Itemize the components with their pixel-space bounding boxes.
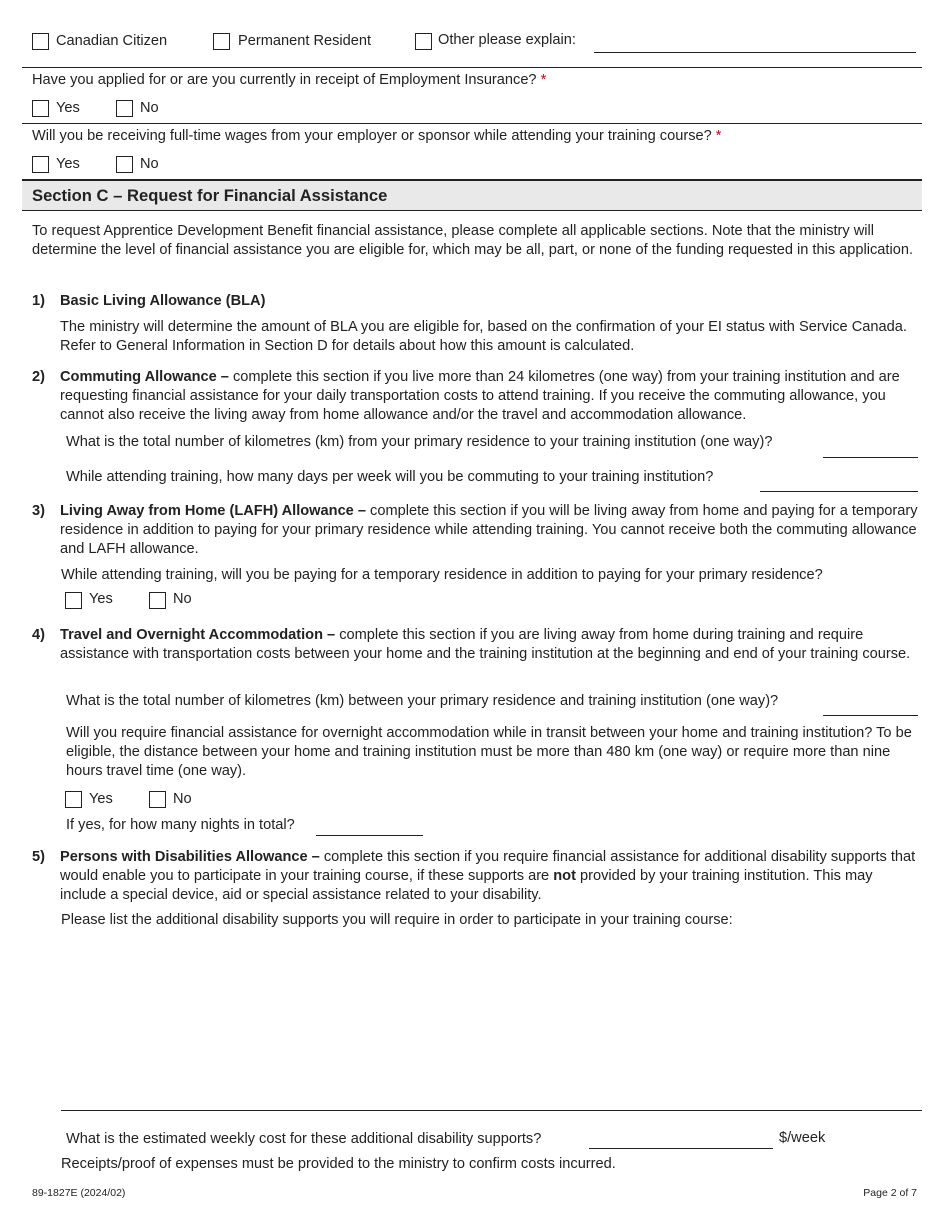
accommodation-no-checkbox[interactable] xyxy=(149,791,166,808)
section-title: Section C – Request for Financial Assistance xyxy=(32,186,388,205)
ei-yes-checkbox[interactable] xyxy=(32,100,49,117)
item-number: 3) xyxy=(32,503,45,519)
lafh-no-checkbox[interactable] xyxy=(149,592,166,609)
accommodation-yes-label: Yes xyxy=(89,791,113,807)
travel-description: Travel and Overnight Accommodation – complete this section if you are living away from home during training and require assistance with transportation costs between your home and the training institution at the beginning and end of your training course. xyxy=(60,627,911,662)
wages-no-checkbox[interactable] xyxy=(116,156,133,173)
other-explain-field[interactable] xyxy=(594,52,916,53)
ei-yes-label: Yes xyxy=(56,100,80,116)
wages-no-label: No xyxy=(140,156,159,172)
travel-km-field[interactable] xyxy=(823,715,918,716)
accommodation-no-label: No xyxy=(173,791,192,807)
section-intro: To request Apprentice Development Benefit financial assistance, please complete all applicable sections. Note that the ministry will determine the level of financial assistance you are eligible for, which may be all, part, or none of the funding requested in this application. xyxy=(32,223,914,258)
accommodation-question: Will you require financial assistance for overnight accommodation while in transit between your home and training institution? To be eligible, the distance between your home and training institution must be more than 480 km (one way) or require more than nine hours travel time (one way). xyxy=(66,725,912,779)
page-number: Page 2 of 7 xyxy=(863,1187,917,1199)
form-id: 89-1827E (2024/02) xyxy=(32,1187,126,1199)
divider xyxy=(22,67,922,68)
lafh-yes-checkbox[interactable] xyxy=(65,592,82,609)
commuting-days-question: While attending training, how many days per week will you be commuting to your training institution? xyxy=(66,469,714,485)
commuting-days-field[interactable] xyxy=(760,491,918,492)
disability-description: Persons with Disabilities Allowance – complete this section if you require financial assistance for additional disability supports that would enable you to participate in your training course, if these supports are not provided by your training institution. This may include a special device, aid or special assistance related to your disability. xyxy=(60,849,916,903)
lafh-no-label: No xyxy=(173,591,192,607)
canadian-citizen-label: Canadian Citizen xyxy=(56,33,168,49)
weekly-cost-question: What is the estimated weekly cost for these additional disability supports? xyxy=(66,1131,542,1147)
wages-question: Will you be receiving full-time wages from your employer or sponsor while attending your training course? * xyxy=(32,128,722,144)
permanent-resident-label: Permanent Resident xyxy=(238,33,372,49)
lafh-description: Living Away from Home (LAFH) Allowance – complete this section if you will be living away from home and paying for a temporary residence in addition to paying for your primary residence while attending training. You cannot receive both the commuting allowance and LAFH allowance. xyxy=(60,503,918,557)
other-status-checkbox[interactable] xyxy=(415,33,432,50)
section-c-header xyxy=(22,179,922,211)
divider xyxy=(22,123,922,124)
bla-body: The ministry will determine the amount of BLA you are eligible for, based on the confirmation of your EI status with Service Canada. Refer to General Information in Section D for details about how this amount is calculated. xyxy=(60,319,907,354)
ei-no-checkbox[interactable] xyxy=(116,100,133,117)
wages-yes-label: Yes xyxy=(56,156,80,172)
nights-question: If yes, for how many nights in total? xyxy=(66,817,295,833)
ei-question: Have you applied for or are you currently in receipt of Employment Insurance? * xyxy=(32,72,547,88)
item-number: 1) xyxy=(32,293,45,309)
lafh-yes-label: Yes xyxy=(89,591,113,607)
permanent-resident-checkbox[interactable] xyxy=(213,33,230,50)
weekly-cost-field[interactable] xyxy=(589,1148,773,1149)
commuting-km-question: What is the total number of kilometres (km) from your primary residence to your training institution (one way)? xyxy=(66,434,773,450)
disability-supports-textarea[interactable] xyxy=(61,932,922,1111)
item-number: 2) xyxy=(32,369,45,385)
nights-field[interactable] xyxy=(316,835,423,836)
lafh-question: While attending training, will you be paying for a temporary residence in addition to paying for your primary residence? xyxy=(61,567,823,583)
item-number: 4) xyxy=(32,627,45,643)
commuting-km-field[interactable] xyxy=(823,457,918,458)
weekly-cost-unit: $/week xyxy=(779,1130,826,1146)
bla-title: Basic Living Allowance (BLA) xyxy=(60,293,266,309)
item-number: 5) xyxy=(32,849,45,865)
travel-km-question: What is the total number of kilometres (km) between your primary residence and training institution (one way)? xyxy=(66,693,779,709)
ei-no-label: No xyxy=(140,100,159,116)
accommodation-yes-checkbox[interactable] xyxy=(65,791,82,808)
receipts-note: Receipts/proof of expenses must be provided to the ministry to confirm costs incurred. xyxy=(61,1156,616,1172)
other-status-label: Other please explain: xyxy=(438,32,576,48)
wages-yes-checkbox[interactable] xyxy=(32,156,49,173)
commuting-description: Commuting Allowance – complete this section if you live more than 24 kilometres (one way) from your training institution and are requesting financial assistance for your daily transportation costs to attend training. If you receive the commuting allowance, you cannot also receive the living away from home allowance and/or the travel and accommodation allowance. xyxy=(60,369,900,423)
canadian-citizen-checkbox[interactable] xyxy=(32,33,49,50)
disability-supports-question: Please list the additional disability supports you will require in order to participate in your training course: xyxy=(61,912,733,928)
